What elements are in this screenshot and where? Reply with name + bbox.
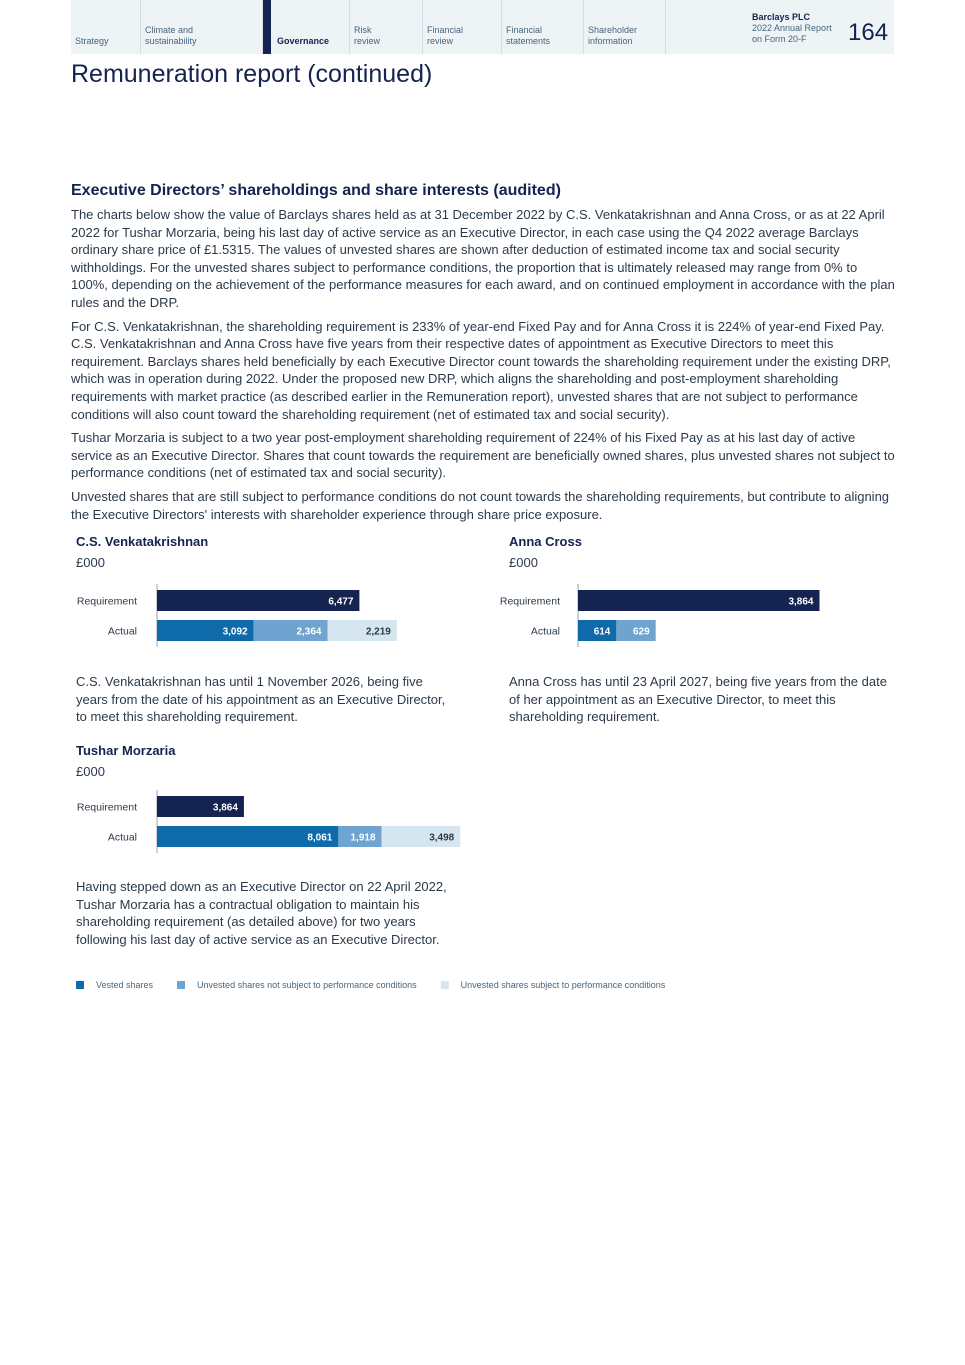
chart-tushar-morzaria [76,743,496,973]
paragraph: Unvested shares that are still subject to performance conditions do not count towards the shareholding requirements, but contribute to aligning the Executive Directors' interests with shareholder experience through share price exposure. [71,488,890,522]
chart-unit: £000 [76,555,105,570]
category-label: Actual [107,625,137,638]
legend-label: Unvested shares not subject to performance conditions [197,980,417,990]
nav-tab-climate[interactable] [141,0,263,54]
chart-svg [499,534,899,664]
report-line-2: on Form 20-F [752,34,807,44]
chart-title: Anna Cross [509,534,582,549]
paragraph: The charts below show the value of Barclays shares held as at 31 December 2022 by C.S. Venkatakrishnan and Anna Cross, or as at 22 April 2022 for Tushar Morzaria, being his last day of active service as an Executive Director, in each case using the Q4 2022 average Barclays ordinary share price of £1.5315. The values of unvested shares are shown after deduction of estimated income tax and social security withholdings. For the unvested shares subject to performance conditions, the proportion that is ultimately released may range from 0% to 100%, depending on the achievement of the performance measures for each award, and on continued employment in accordance with the plan rules and the DRP. [71,207,895,310]
legend-item-unvested-perf [441,980,666,990]
unvested-perf-bar-label: 2,219 [365,626,391,638]
legend-swatch [76,981,84,989]
category-label: Actual [530,625,560,638]
nav-tab-label: Governance [277,36,330,46]
unvested-not-perf-bar-label: 2,364 [296,626,322,638]
nav-tab-label: Climate and sustainability [145,25,197,46]
nav-tab-label: Strategy [75,36,109,46]
chart-unit: £000 [509,555,538,570]
paragraph: For C.S. Venkatakrishnan, the shareholding requirement is 233% of year-end Fixed Pay and for Anna Cross it is 224% of year-end Fixed Pay. C.S. Venkatakrishnan and Anna Cross have five years from their respective dates of appointment as Executive Directors to meet this requirement. Barclays shares held beneficially by each Executive Director count towards the shareholding requirement under the existing DRP, which was in operation during 2022. Under the proposed new DRP, which aligns the shareholding and post-employment shareholding requirements with market practice (as described earlier in the Remuneration report), unvested shares that are not subject to performance conditions will also count toward the shareholding requirement (net of estimated tax and social security). [71,318,891,422]
vested-bar-label: 3,092 [222,626,248,638]
legend-label: Unvested shares subject to performance conditions [460,980,666,990]
category-label: Requirement [499,595,560,608]
legend-swatch [177,981,185,989]
chart-svg [76,534,466,664]
chart-svg [76,743,496,873]
vested-bar-label: 8,061 [307,832,333,844]
chart-unit: £000 [76,764,105,779]
requirement-value-label: 3,864 [788,596,814,608]
requirement-bar [578,590,820,611]
report-identity [752,12,832,45]
nav-tab-shareholder-information[interactable] [584,0,666,54]
unvested-not-perf-bar-label: 629 [633,626,650,638]
section-heading: Executive Directors’ shareholdings and share interests (audited) [71,182,561,199]
paragraph: Tushar Morzaria is subject to a two year post-employment shareholding requirement of 224% of his Fixed Pay as at his last day of active service as an Executive Director. Shares that count towards the requirement are beneficially owned shares, plus unvested shares not subject to performance conditions (net of estimated tax and social security). [71,430,895,481]
nav-tab-governance[interactable] [263,0,350,54]
category-label: Actual [107,831,137,844]
chart-anna-cross [499,534,899,734]
category-label: Requirement [76,595,137,608]
nav-tab-risk-review[interactable] [350,0,423,54]
legend-item-vested [76,980,153,990]
chart-note: Having stepped down as an Executive Director on 22 April 2022, Tushar Morzaria has a contractual obligation to maintain his shareholding requirement (as detailed above) for two years following his last day of active service as an Executive Director. [76,879,447,947]
nav-tab-label: Shareholder information [588,25,638,46]
shareholdings-section [71,182,897,529]
chart-note: Anna Cross has until 23 April 2027, being five years from the date of her appointment as an Executive Director, to meet this shareholding requirement. [509,674,887,724]
legend-swatch [441,981,449,989]
unvested-not-perf-bar-label: 1,918 [350,832,376,844]
chart-note: C.S. Venkatakrishnan has until 1 November 2026, being five years from the date of his appointment as an Executive Director, to meet this shareholding requirement. [76,674,446,724]
legend-label: Vested shares [96,980,154,990]
chart-legend [76,980,689,990]
nav-tab-label: Risk review [354,25,381,46]
category-label: Requirement [76,801,137,814]
chart-title: C.S. Venkatakrishnan [76,534,209,549]
chart-venkatakrishnan [76,534,466,734]
brand-name: Barclays PLC [752,12,811,22]
page-number: 164 [848,19,889,46]
page-title: Remuneration report (continued) [71,60,433,88]
nav-tab-label: Financial statements [506,25,551,46]
nav-tab-financial-review[interactable] [423,0,502,54]
legend-item-unvested-not-perf [177,980,417,990]
vested-bar-label: 614 [593,626,611,638]
report-line-1: 2022 Annual Report [752,23,832,33]
nav-tab-financial-statements[interactable] [502,0,584,54]
nav-tab-strategy[interactable] [71,0,141,54]
nav-tab-label: Financial review [427,25,464,46]
unvested-perf-bar-label: 3,498 [429,832,455,844]
requirement-value-label: 6,477 [328,596,354,608]
requirement-value-label: 3,864 [212,802,238,814]
chart-title: Tushar Morzaria [76,743,176,758]
